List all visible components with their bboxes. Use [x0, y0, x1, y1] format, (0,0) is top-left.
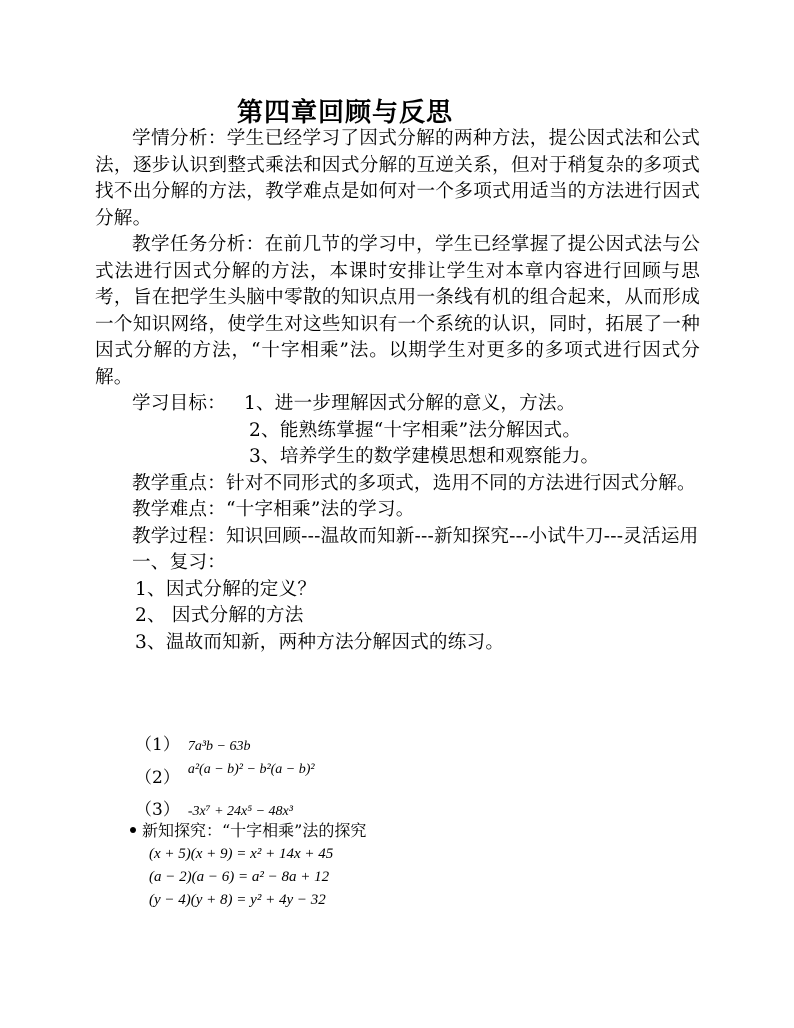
exercise-label: （3）	[135, 800, 180, 820]
paragraph-learning-analysis: 学情分析：学生已经学习了因式分解的两种方法，提公因式法和公式法，逐步认识到整式乘法和因式分解的互逆关系，但对于稍复杂的多项式找不出分解的方法，教学难点是如何对一个多项式用适当的方法进行因式分解。	[95, 128, 700, 229]
goal-line-3	[95, 444, 700, 471]
exercise-1	[135, 730, 250, 755]
review-item-2: 2、 因式分解的方法	[135, 605, 304, 626]
exercise-label: （1）	[135, 735, 180, 755]
body-text	[95, 126, 700, 656]
exercise-expression: a²(a − b)² − b²(a − b)²	[187, 762, 315, 777]
goal-item-3: 3、培养学生的数学建模思想和观察能力。	[249, 446, 600, 467]
review-item-3-line	[95, 630, 700, 657]
exercise-label: （2）	[135, 768, 180, 788]
review-heading: 一、复习：	[132, 552, 226, 573]
equation-2: (a − 2)(a − 6) = a² − 8a + 12	[149, 869, 330, 885]
learning-goals	[95, 391, 700, 418]
exercise-3	[135, 795, 293, 820]
equation-3: (y − 4)(y + 8) = y² + 4y − 32	[149, 892, 326, 908]
review-item-2-line	[95, 603, 700, 630]
paragraph-teaching-process: 教学过程：知识回顾---温故而知新---新知探究---小试牛刀---灵活运用	[132, 525, 699, 547]
exercise-2	[135, 763, 315, 788]
exercise-expression: -3x⁷ + 24x⁵ − 48x³	[187, 804, 293, 819]
bullet-icon	[130, 827, 136, 833]
goal-label: 学习目标：	[132, 393, 226, 414]
review-item-3: 3、温故而知新，两种方法分解因式的练习。	[135, 631, 505, 653]
explore-heading-line	[130, 818, 366, 841]
goal-item-1: 1、进一步理解因式分解的意义，方法。	[243, 393, 576, 414]
review-item-1: 1、因式分解的定义？	[135, 578, 317, 600]
paragraph-teaching-focus: 教学重点：针对不同形式的多项式，选用不同的方法进行因式分解。	[132, 472, 696, 494]
page-title: 第四章回顾与反思	[237, 98, 454, 128]
paragraph-task-analysis: 教学任务分析：在前几节的学习中，学生已经掌握了提公因式法与公式法进行因式分解的方法，本课时安排让学生对本章内容进行回顾与思考，旨在把学生头脑中零散的知识点用一条线有机的组合起来，从而形成一个知识网络，使学生对这些知识有一个系统的认识，同时，拓展了一种因式分解的方法，“十字相乘”法。以期学生对更多的多项式进行因式分解。	[95, 234, 700, 388]
review-item-1-line	[95, 577, 700, 604]
explore-heading: 新知探究：“十字相乘”法的探究	[142, 821, 367, 840]
exercise-expression: 7a³b − 63b	[187, 739, 251, 754]
paragraph-teaching-difficulty: 教学难点：“十字相乘”法的学习。	[132, 499, 415, 520]
goal-item-2: 2、能熟练掌握“十字相乘”法分解因式。	[249, 419, 582, 441]
equation-1: (x + 5)(x + 9) = x² + 14x + 45	[149, 846, 334, 862]
goal-line-2	[95, 418, 700, 445]
